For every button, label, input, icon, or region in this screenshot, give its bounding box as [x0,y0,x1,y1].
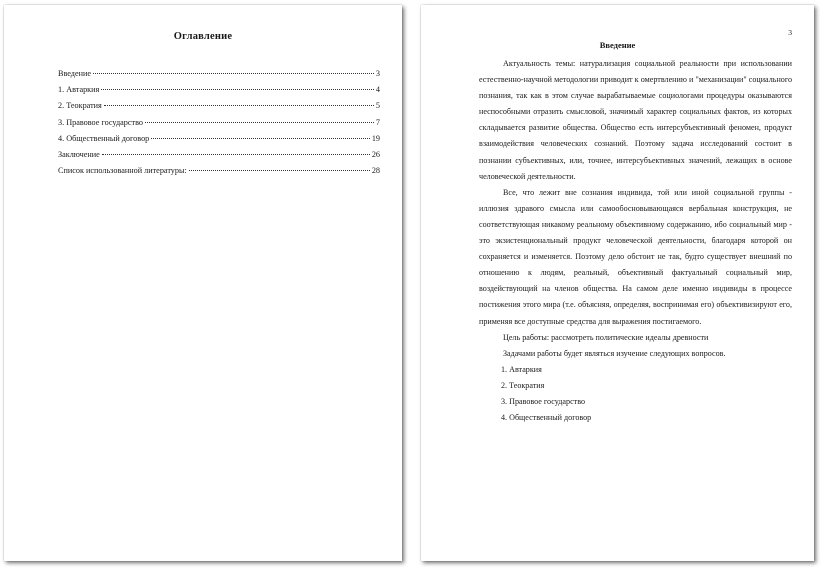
toc-entry-introduction[interactable] [58,69,380,85]
toc-entry-label: Заключение [58,149,100,159]
toc-list [58,69,380,182]
toc-entry-label: 1. Автаркия [58,85,100,95]
task-list-item: 2. Теократия [501,380,545,390]
toc-entry-page: 19 [371,133,380,143]
toc-leader-dots [102,154,370,155]
toc-entry-conclusion[interactable] [58,150,380,166]
toc-entry-label: Список использованной литературы: [58,166,187,176]
toc-entry-label: Введение [58,69,92,78]
task-list-item: 4. Общественный договор [501,413,592,423]
toc-entry-page: 3 [375,69,380,78]
toc-leader-dots [145,122,374,123]
toc-entry-label: 3. Правовое государство [58,117,143,127]
toc-entry-social-contract[interactable] [58,134,380,150]
toc-entry-page: 28 [371,166,380,176]
toc-entry-page: 7 [375,117,380,127]
toc-entry-autarky[interactable] [58,85,380,101]
introduction-body [479,56,792,426]
toc-leader-dots [101,89,374,90]
toc-entry-references[interactable] [58,166,380,182]
toc-leader-dots [151,138,370,139]
introduction-page [421,5,814,561]
task-list-item: 3. Правовое государство [501,396,586,406]
goal-paragraph: Цель работы: рассмотреть политические идеалы древности [503,332,709,342]
toc-entry-label: 2. Теократия [58,101,102,111]
toc-entry-page: 26 [371,149,380,159]
toc-leader-dots [104,105,374,106]
toc-entry-rule-of-law[interactable] [58,118,380,134]
toc-entry-theocracy[interactable] [58,101,380,117]
toc-page [4,5,402,561]
toc-title: Оглавление [173,31,233,42]
page-number: 3 [788,28,792,37]
relevance-paragraph: Актуальность темы: натурализация социальной реальности при использовании естественно-научной методологии приводит к омертвлению и "механизации" социального познания, так как в этом случае вырабатываемые социологами процедуры оказываются неспособными отразить смысловой, значимый характер социальных фактов, из которых складывается развитие общества. Общество есть интерсубъективный феномен, продукт взаимодействия человеческих сознаний. Поэтому задача исследований состоит в познании субъективных, или, точнее, интерсубъективных значений, лежащих в основе человеческой деятельности. [479,59,792,181]
toc-leader-dots [93,73,374,74]
toc-leader-dots [189,170,370,171]
toc-entry-page: 5 [375,101,380,111]
tasks-paragraph: Задачами работы будет являться изучение следующих вопросов. [503,348,726,358]
social-world-paragraph: Все, что лежит вне сознания индивида, той или иной социальной группы - иллюзия здравого смысла или самообосновывающаяся вербальная конструкция, не соответствующая никакому реальному объективному содержанию, ибо социальный мир - это экзистенциональный продукт человеческой деятельности, благодаря которой он сохраняется и изменяется. Поэтому дело обстоит не так, будто существует внешний по отношению к людям, реальный, объективный фактуальный социальный мир, воздействующий на членов общества. На самом деле именно индивиды в процессе постижения этого мира (т.е. объясняя, определяя, воспринимая его) объективизируют его, применяя все доступные средства для выражения постигаемого. [479,187,792,326]
toc-entry-page: 4 [375,85,380,95]
task-list-item: 1. Автаркия [501,364,542,374]
toc-entry-label: 4. Общественный договор [58,133,150,143]
introduction-title: Введение [599,40,636,50]
